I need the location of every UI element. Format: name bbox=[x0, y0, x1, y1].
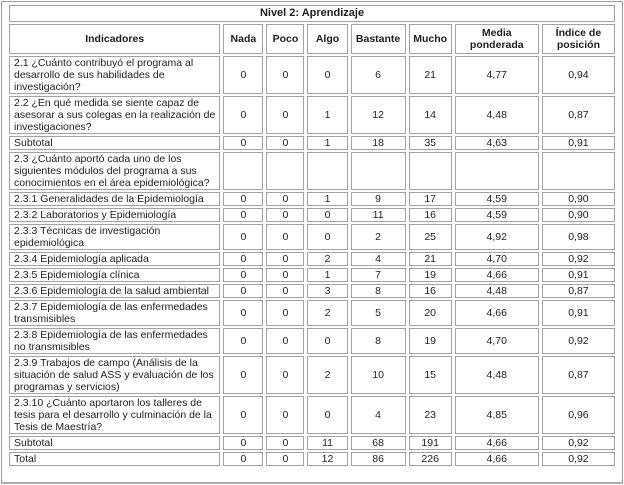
value-cell: 0 bbox=[223, 436, 263, 450]
table-row bbox=[9, 96, 615, 134]
value-cell: 11 bbox=[351, 208, 406, 222]
value-cell: 0,92 bbox=[542, 452, 615, 466]
value-cell: 0 bbox=[307, 396, 347, 434]
value-cell: 7 bbox=[351, 268, 406, 282]
indicator-cell: 2.3.2 Laboratorios y Epidemiología bbox=[9, 208, 220, 222]
value-cell: 4,70 bbox=[455, 252, 539, 266]
value-cell: 17 bbox=[409, 192, 452, 206]
value-cell: 0,92 bbox=[542, 252, 615, 266]
value-cell: 4,59 bbox=[455, 208, 539, 222]
value-cell: 4,77 bbox=[455, 56, 539, 94]
value-cell: 4,66 bbox=[455, 300, 539, 326]
table-row bbox=[9, 300, 615, 326]
indicator-cell: Subtotal bbox=[9, 136, 220, 150]
value-cell: 0,87 bbox=[542, 284, 615, 298]
table-row bbox=[9, 356, 615, 394]
table-row bbox=[9, 284, 615, 298]
value-cell: 0 bbox=[223, 56, 263, 94]
value-cell: 0 bbox=[223, 224, 263, 250]
value-cell: 10 bbox=[351, 356, 406, 394]
value-cell: 0 bbox=[223, 96, 263, 134]
table-title: Nivel 2: Aprendizaje bbox=[9, 5, 615, 22]
indicator-cell: 2.3.7 Epidemiología de las enfermedades transmisibles bbox=[9, 300, 220, 326]
value-cell: 4,48 bbox=[455, 96, 539, 134]
value-cell: 4,66 bbox=[455, 452, 539, 466]
evaluation-table bbox=[6, 3, 618, 468]
column-header: Bastante bbox=[351, 24, 406, 54]
table-row bbox=[9, 224, 615, 250]
value-cell: 4,85 bbox=[455, 396, 539, 434]
value-cell: 21 bbox=[409, 56, 452, 94]
value-cell: 0 bbox=[266, 96, 304, 134]
value-cell: 0,92 bbox=[542, 328, 615, 354]
table-row bbox=[9, 136, 615, 150]
value-cell: 5 bbox=[351, 300, 406, 326]
value-cell: 2 bbox=[307, 252, 347, 266]
value-cell: 0,94 bbox=[542, 56, 615, 94]
indicator-cell: 2.3.8 Epidemiología de las enfermedades no transmisibles bbox=[9, 328, 220, 354]
value-cell: 0 bbox=[307, 328, 347, 354]
indicator-cell: 2.3.5 Epidemiología clínica bbox=[9, 268, 220, 282]
value-cell: 0 bbox=[266, 208, 304, 222]
value-cell: 20 bbox=[409, 300, 452, 326]
indicator-cell: 2.3 ¿Cuánto aportó cada uno de los siguientes módulos del programa a sus conocimientos en el área epidemiológica? bbox=[9, 152, 220, 190]
column-header: Poco bbox=[266, 24, 304, 54]
value-cell: 4,66 bbox=[455, 268, 539, 282]
value-cell: 191 bbox=[409, 436, 452, 450]
value-cell: 0 bbox=[223, 452, 263, 466]
value-cell bbox=[542, 152, 615, 190]
value-cell: 0,90 bbox=[542, 192, 615, 206]
table-row bbox=[9, 208, 615, 222]
column-header: Indicadores bbox=[9, 24, 220, 54]
indicator-cell: 2.3.1 Generalidades de la Epidemiología bbox=[9, 192, 220, 206]
value-cell: 25 bbox=[409, 224, 452, 250]
value-cell: 12 bbox=[307, 452, 347, 466]
table-row bbox=[9, 452, 615, 466]
value-cell: 0 bbox=[223, 284, 263, 298]
value-cell: 35 bbox=[409, 136, 452, 150]
indicator-cell: Total bbox=[9, 452, 220, 466]
value-cell: 4,59 bbox=[455, 192, 539, 206]
value-cell bbox=[455, 152, 539, 190]
value-cell: 0 bbox=[223, 328, 263, 354]
value-cell: 0 bbox=[223, 208, 263, 222]
indicator-cell: 2.3.10 ¿Cuánto aportaron los talleres de tesis para el desarrollo y culminación de la Tesis de Maestría? bbox=[9, 396, 220, 434]
value-cell: 8 bbox=[351, 328, 406, 354]
value-cell: 1 bbox=[307, 192, 347, 206]
table-title-row bbox=[9, 5, 615, 22]
table-frame bbox=[1, 1, 623, 484]
value-cell: 0,91 bbox=[542, 136, 615, 150]
value-cell: 0 bbox=[266, 300, 304, 326]
value-cell bbox=[266, 152, 304, 190]
value-cell: 4,70 bbox=[455, 328, 539, 354]
value-cell: 11 bbox=[307, 436, 347, 450]
value-cell: 19 bbox=[409, 328, 452, 354]
value-cell: 0 bbox=[223, 356, 263, 394]
indicator-cell: 2.3.4 Epidemiología aplicada bbox=[9, 252, 220, 266]
indicator-cell: 2.2 ¿En qué medida se siente capaz de asesorar a sus colegas en la realización de investigaciones? bbox=[9, 96, 220, 134]
value-cell: 0 bbox=[266, 396, 304, 434]
value-cell: 0 bbox=[307, 224, 347, 250]
value-cell: 4 bbox=[351, 252, 406, 266]
value-cell: 0 bbox=[266, 136, 304, 150]
table-row bbox=[9, 152, 615, 190]
value-cell: 0 bbox=[307, 56, 347, 94]
column-header: Media ponderada bbox=[455, 24, 539, 54]
value-cell bbox=[223, 152, 263, 190]
value-cell: 0,96 bbox=[542, 396, 615, 434]
table-row bbox=[9, 328, 615, 354]
value-cell: 0,91 bbox=[542, 268, 615, 282]
value-cell: 0 bbox=[223, 252, 263, 266]
value-cell: 6 bbox=[351, 56, 406, 94]
value-cell: 1 bbox=[307, 96, 347, 134]
value-cell: 0 bbox=[223, 192, 263, 206]
value-cell: 1 bbox=[307, 268, 347, 282]
value-cell: 0,98 bbox=[542, 224, 615, 250]
value-cell: 2 bbox=[351, 224, 406, 250]
value-cell: 0 bbox=[266, 436, 304, 450]
indicator-cell: 2.1 ¿Cuánto contribuyó el programa al desarrollo de sus habilidades de investigación? bbox=[9, 56, 220, 94]
value-cell: 4,66 bbox=[455, 436, 539, 450]
value-cell: 16 bbox=[409, 208, 452, 222]
value-cell: 0 bbox=[223, 396, 263, 434]
value-cell bbox=[351, 152, 406, 190]
value-cell: 21 bbox=[409, 252, 452, 266]
table-row bbox=[9, 252, 615, 266]
value-cell: 0 bbox=[266, 192, 304, 206]
value-cell: 15 bbox=[409, 356, 452, 394]
value-cell: 0 bbox=[266, 284, 304, 298]
value-cell: 0 bbox=[223, 136, 263, 150]
value-cell: 68 bbox=[351, 436, 406, 450]
table-row bbox=[9, 436, 615, 450]
value-cell: 0,90 bbox=[542, 208, 615, 222]
value-cell: 4 bbox=[351, 396, 406, 434]
column-header: Algo bbox=[307, 24, 347, 54]
indicator-cell: Subtotal bbox=[9, 436, 220, 450]
value-cell: 0 bbox=[266, 252, 304, 266]
value-cell: 226 bbox=[409, 452, 452, 466]
value-cell: 0 bbox=[266, 452, 304, 466]
value-cell: 18 bbox=[351, 136, 406, 150]
value-cell bbox=[307, 152, 347, 190]
value-cell: 0,87 bbox=[542, 96, 615, 134]
table-row bbox=[9, 268, 615, 282]
value-cell: 0,92 bbox=[542, 436, 615, 450]
value-cell: 16 bbox=[409, 284, 452, 298]
value-cell: 4,48 bbox=[455, 284, 539, 298]
table-row bbox=[9, 56, 615, 94]
value-cell: 0 bbox=[266, 268, 304, 282]
value-cell: 0,91 bbox=[542, 300, 615, 326]
column-header: Índice de posición bbox=[542, 24, 615, 54]
value-cell: 1 bbox=[307, 136, 347, 150]
value-cell: 12 bbox=[351, 96, 406, 134]
value-cell: 86 bbox=[351, 452, 406, 466]
column-header: Mucho bbox=[409, 24, 452, 54]
value-cell: 2 bbox=[307, 300, 347, 326]
value-cell: 4,48 bbox=[455, 356, 539, 394]
value-cell: 0 bbox=[307, 208, 347, 222]
value-cell: 9 bbox=[351, 192, 406, 206]
value-cell: 14 bbox=[409, 96, 452, 134]
value-cell: 0 bbox=[266, 56, 304, 94]
value-cell: 4,92 bbox=[455, 224, 539, 250]
value-cell: 0,87 bbox=[542, 356, 615, 394]
indicator-cell: 2.3.9 Trabajos de campo (Análisis de la situación de salud ASS y evaluación de los programas y servicios) bbox=[9, 356, 220, 394]
value-cell: 2 bbox=[307, 356, 347, 394]
value-cell: 0 bbox=[266, 356, 304, 394]
column-header: Nada bbox=[223, 24, 263, 54]
value-cell: 8 bbox=[351, 284, 406, 298]
value-cell: 3 bbox=[307, 284, 347, 298]
value-cell bbox=[409, 152, 452, 190]
value-cell: 0 bbox=[223, 300, 263, 326]
table-header-row bbox=[9, 24, 615, 54]
value-cell: 0 bbox=[266, 224, 304, 250]
value-cell: 19 bbox=[409, 268, 452, 282]
value-cell: 0 bbox=[266, 328, 304, 354]
value-cell: 4,63 bbox=[455, 136, 539, 150]
value-cell: 23 bbox=[409, 396, 452, 434]
table-row bbox=[9, 396, 615, 434]
indicator-cell: 2.3.3 Técnicas de investigación epidemiológica bbox=[9, 224, 220, 250]
indicator-cell: 2.3.6 Epidemiología de la salud ambiental bbox=[9, 284, 220, 298]
table-row bbox=[9, 192, 615, 206]
value-cell: 0 bbox=[223, 268, 263, 282]
